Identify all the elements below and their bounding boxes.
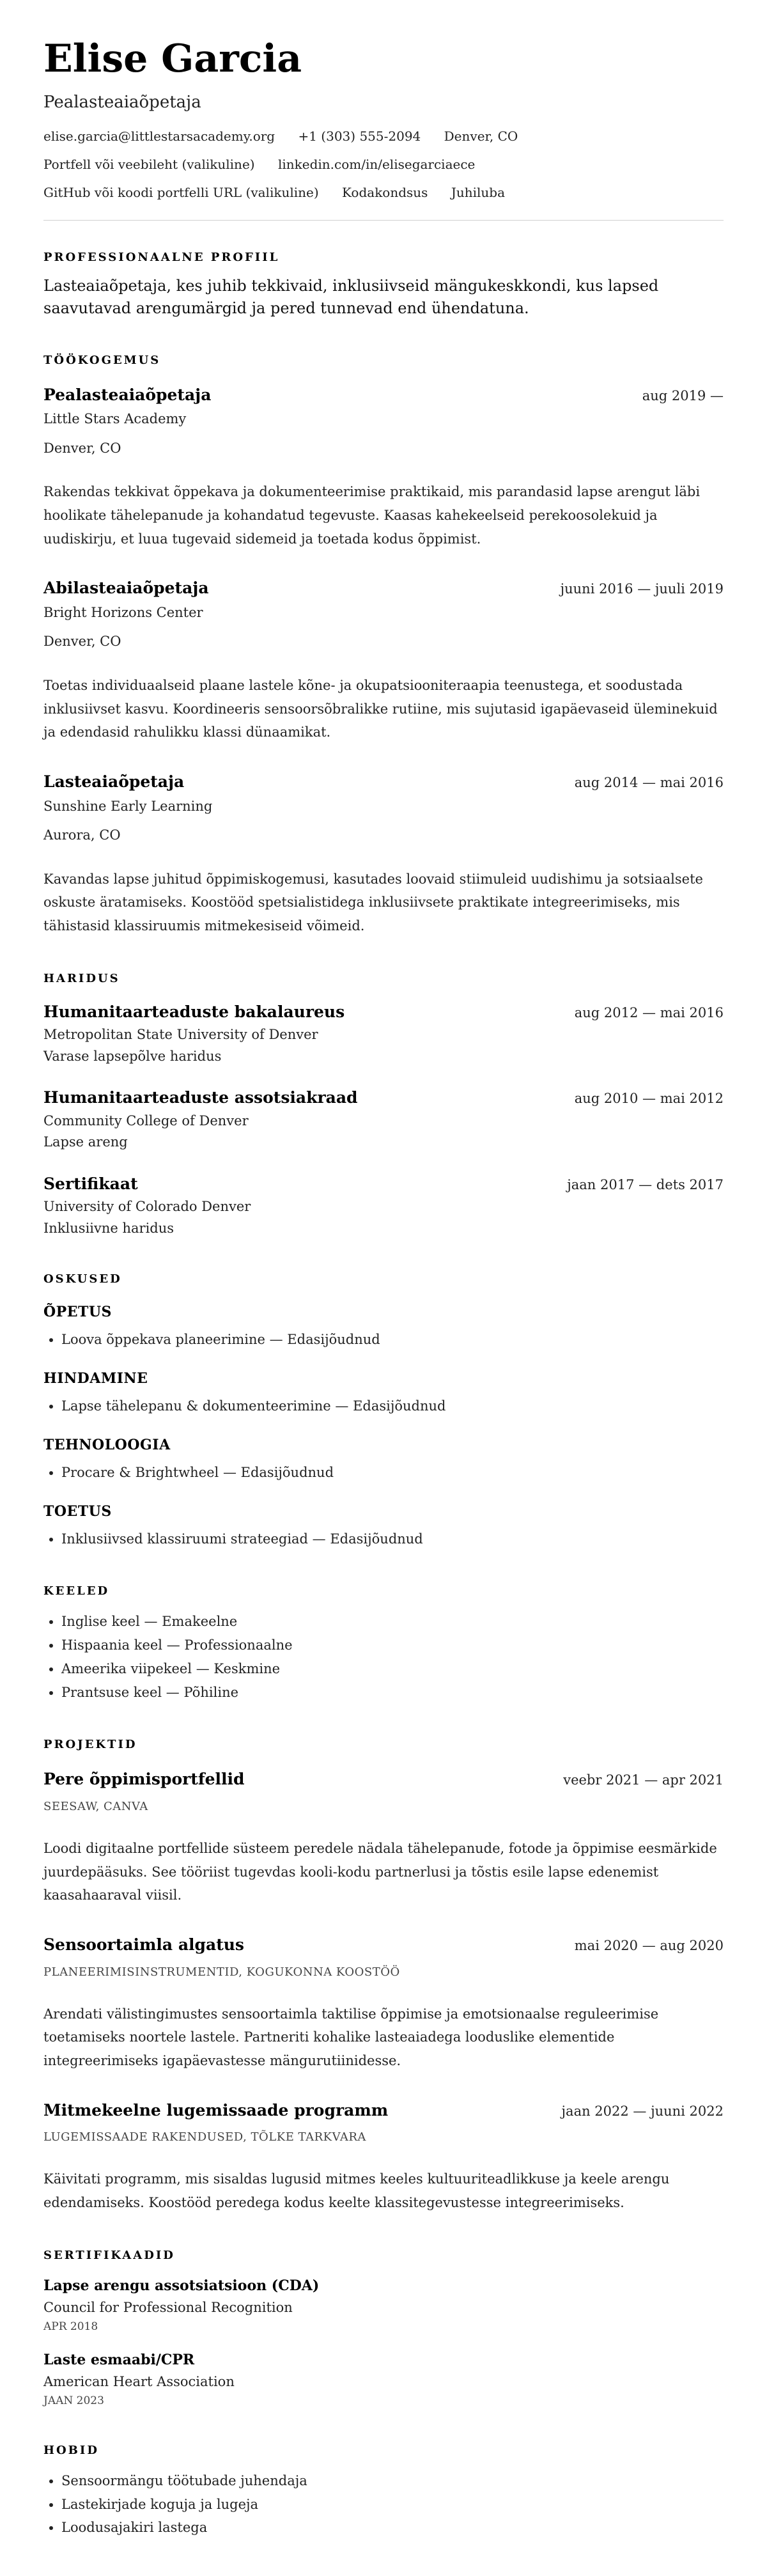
- contact-row-primary: [43, 127, 724, 146]
- job-location: Aurora, CO: [43, 827, 121, 843]
- degree-date: aug 2012 — mai 2016: [574, 1004, 724, 1020]
- section-title-projects: PROJEKTID: [43, 1738, 137, 1752]
- hobby-list: [43, 2469, 724, 2540]
- skill-group: [43, 1501, 724, 1551]
- skill-list: [43, 1461, 724, 1485]
- contact-license: Juhiluba: [451, 185, 505, 200]
- skill-item: • Procare & Brightwheel — Edasijõudnud: [61, 1461, 724, 1485]
- section-title-certificates: SERTIFIKAADID: [43, 2248, 175, 2262]
- section-title-skills: OSKUSED: [43, 1272, 122, 1286]
- project-description: Loodi digitaalne portfellide süsteem peredele nädala tähelepanude, fotode ja õppimise eesmärkide juurdepääsuks. See tööriist tugevdas kooli-kodu partnerlusi ja tõstis esile lapse edenemist kaasahaaraval viisil.: [43, 1840, 717, 1903]
- skill-category: TEHNOLOOGIA: [43, 1436, 171, 1453]
- language-item: • Hispaania keel — Professionaalne: [61, 1634, 724, 1657]
- hobby-item: • Sensoormängu töötubade juhendaja: [61, 2469, 724, 2493]
- degree-title: Humanitaarteaduste bakalaureus: [43, 1002, 345, 1021]
- contact-email[interactable]: elise.garcia@littlestarsacademy.org: [43, 129, 275, 144]
- job-location: Denver, CO: [43, 440, 121, 456]
- certificate-issuer: American Heart Association: [43, 2373, 235, 2389]
- project-entry: [43, 1933, 724, 2073]
- resume-header: [43, 37, 724, 221]
- hobby-item: • Lastekirjade koguja ja lugeja: [61, 2493, 724, 2517]
- contact-row-extra: [43, 183, 724, 202]
- skill-item: • Loova õppekava planeerimine — Edasijõudnud: [61, 1328, 724, 1352]
- job-employer: Little Stars Academy: [43, 411, 187, 427]
- job-title: Abilasteaiaõpetaja: [43, 579, 209, 598]
- skill-category: TOETUS: [43, 1503, 112, 1520]
- job-employer: Sunshine Early Learning: [43, 798, 213, 814]
- header-divider: [43, 220, 724, 221]
- school-name: University of Colorado Denver: [43, 1199, 251, 1215]
- job-date: aug 2014 — mai 2016: [574, 775, 724, 791]
- skill-category: HINDAMINE: [43, 1370, 148, 1387]
- contact-phone[interactable]: +1 (303) 555-2094: [298, 129, 421, 144]
- project-title: Mitmekeelne lugemissaade programm: [43, 2100, 389, 2119]
- school-name: Community College of Denver: [43, 1112, 249, 1128]
- school-name: Metropolitan State University of Denver: [43, 1027, 318, 1043]
- skill-group: [43, 1435, 724, 1485]
- certificate-date: APR 2018: [43, 2320, 98, 2334]
- degree-title: Sertifikaat: [43, 1174, 138, 1193]
- skill-list: [43, 1394, 724, 1418]
- experience-entry: [43, 383, 724, 551]
- project-title: Sensoortaimla algatus: [43, 1935, 245, 1955]
- certificate-date: JAAN 2023: [43, 2394, 104, 2408]
- language-list: [43, 1610, 724, 1704]
- job-description: Rakendas tekkivat õppekava ja dokumenteerimise praktikaid, mis parandasid lapse arengut läbi hoolikate tähelepanude ja kohandatud tegevuste. Kaasas kahekeelseid perekoosolekuid ja uudiskirju, et luua tugevaid sidemeid ja toetada kodus õppimist.: [43, 484, 701, 547]
- project-description: Käivitati programm, mis sisaldas lugusid mitmes keeles kultuuriteadlikkuse ja keele arengu edendamiseks. Koostööd peredega kodus keelte klassitegevustesse integreerimiseks.: [43, 2171, 670, 2211]
- project-title: Pere õppimisportfellid: [43, 1770, 245, 1789]
- experience-entry: [43, 770, 724, 938]
- skill-item: • Lapse tähelepanu & dokumenteerimine — Edasijõudnud: [61, 1394, 724, 1418]
- certificate-entry: [43, 2350, 724, 2410]
- languages-section: [43, 1582, 724, 1704]
- job-date: aug 2019 —: [642, 387, 724, 403]
- hobbies-section: [43, 2442, 724, 2540]
- candidate-name: Elise Garcia: [43, 36, 302, 81]
- degree-date: aug 2010 — mai 2012: [574, 1091, 724, 1107]
- project-date: jaan 2022 — juuni 2022: [561, 2103, 724, 2119]
- language-item: • Inglise keel — Emakeelne: [61, 1610, 724, 1634]
- skill-list: [43, 1527, 724, 1551]
- certificates-section: [43, 2247, 724, 2410]
- profile-section: [43, 249, 724, 320]
- education-section: [43, 970, 724, 1239]
- skill-group: [43, 1302, 724, 1352]
- projects-section: [43, 1736, 724, 2215]
- job-title: Lasteaiaõpetaja: [43, 772, 185, 792]
- contact-portfolio[interactable]: Portfell või veebileht (valikuline): [43, 157, 255, 172]
- study-field: Inklusiivne haridus: [43, 1220, 174, 1236]
- project-tech: LUGEMISSAADE RAKENDUSED, TÕLKE TARKVARA: [43, 2130, 366, 2144]
- certificate-name: Laste esmaabi/CPR: [43, 2351, 195, 2368]
- experience-section: [43, 352, 724, 938]
- degree-title: Humanitaarteaduste assotsiakraad: [43, 1088, 358, 1107]
- certificate-entry: [43, 2275, 724, 2336]
- certificate-name: Lapse arengu assotsiatsioon (CDA): [43, 2277, 320, 2294]
- language-item: • Ameerika viipekeel — Keskmine: [61, 1657, 724, 1681]
- education-entry: [43, 1172, 724, 1239]
- skill-group: [43, 1368, 724, 1418]
- section-title-profile: PROFESSIONAALNE PROFIIL: [43, 251, 280, 264]
- job-description: Toetas individuaalseid plaane lastele kõne- ja okupatsiooniteraapia teenustega, et soodustada inklusiivset kasvu. Koordineeris sensoorsõbralikke rutiine, mis sujutasid igapäevaseid üleminekuid ja edendasid rahulikku klassi dünaamikat.: [43, 677, 718, 740]
- study-field: Varase lapsepõlve haridus: [43, 1048, 222, 1064]
- language-item: • Prantsuse keel — Põhiline: [61, 1681, 724, 1705]
- skill-category: ÕPETUS: [43, 1304, 112, 1321]
- profile-summary: Lasteaiaõpetaja, kes juhib tekkivaid, inklusiivseid mängukeskkondi, kus lapsed saavutavad arengumärgid ja pered tunnevad end ühendatuna.: [43, 277, 659, 317]
- job-description: Kavandas lapse juhitud õppimiskogemusi, kasutades loovaid stiimuleid uudishimu ja sotsiaalsete oskuste äratamiseks. Koostööd spetsialistidega inklusiivsete praktikate integreerimiseks, mis tähistasid klassiruumis mitmekesiseid võimeid.: [43, 871, 703, 934]
- contact-github[interactable]: GitHub või koodi portfelli URL (valikuline): [43, 185, 319, 200]
- hobby-item: • Loodusajakiri lastega: [61, 2516, 724, 2540]
- job-location: Denver, CO: [43, 634, 121, 650]
- certificate-issuer: Council for Professional Recognition: [43, 2299, 293, 2315]
- project-date: veebr 2021 — apr 2021: [563, 1772, 724, 1788]
- experience-entry: [43, 576, 724, 744]
- skill-list: [43, 1328, 724, 1352]
- section-title-experience: TÖÖKOGEMUS: [43, 353, 161, 367]
- project-tech: SEESAW, CANVA: [43, 1799, 148, 1813]
- degree-date: jaan 2017 — dets 2017: [567, 1176, 724, 1192]
- education-entry: [43, 1000, 724, 1067]
- contact-row-links: [43, 155, 724, 174]
- project-date: mai 2020 — aug 2020: [574, 1938, 724, 1954]
- job-employer: Bright Horizons Center: [43, 604, 203, 620]
- section-title-languages: KEELED: [43, 1584, 110, 1598]
- study-field: Lapse areng: [43, 1134, 128, 1150]
- contact-linkedin[interactable]: linkedin.com/in/elisegarciaece: [277, 157, 476, 172]
- skill-item: • Inklusiivsed klassiruumi strateegiad — Edasijõudnud: [61, 1527, 724, 1551]
- project-entry: [43, 2098, 724, 2215]
- contact-location: Denver, CO: [444, 129, 518, 144]
- project-entry: [43, 1767, 724, 1907]
- contact-citizenship: Kodakondsus: [342, 185, 428, 200]
- job-date: juuni 2016 — juuli 2019: [560, 581, 724, 597]
- skills-section: [43, 1270, 724, 1550]
- education-entry: [43, 1086, 724, 1153]
- job-title: Pealasteaiaõpetaja: [43, 385, 212, 404]
- section-title-hobbies: HOBID: [43, 2443, 99, 2457]
- section-title-education: HARIDUS: [43, 971, 120, 985]
- project-description: Arendati välistingimustes sensoortaimla taktilise õppimise ja emotsionaalse reguleerimise toetamiseks noortele lastele. Partneriti kohalike lasteaiadega looduslike elementide integreerimiseks igapäevastesse mängurutiinidesse.: [43, 2006, 659, 2069]
- candidate-role: Pealasteaiaõpetaja: [43, 93, 201, 112]
- project-tech: PLANEERIMISINSTRUMENTID, KOGUKONNA KOOSTÖÖ: [43, 1965, 400, 1979]
